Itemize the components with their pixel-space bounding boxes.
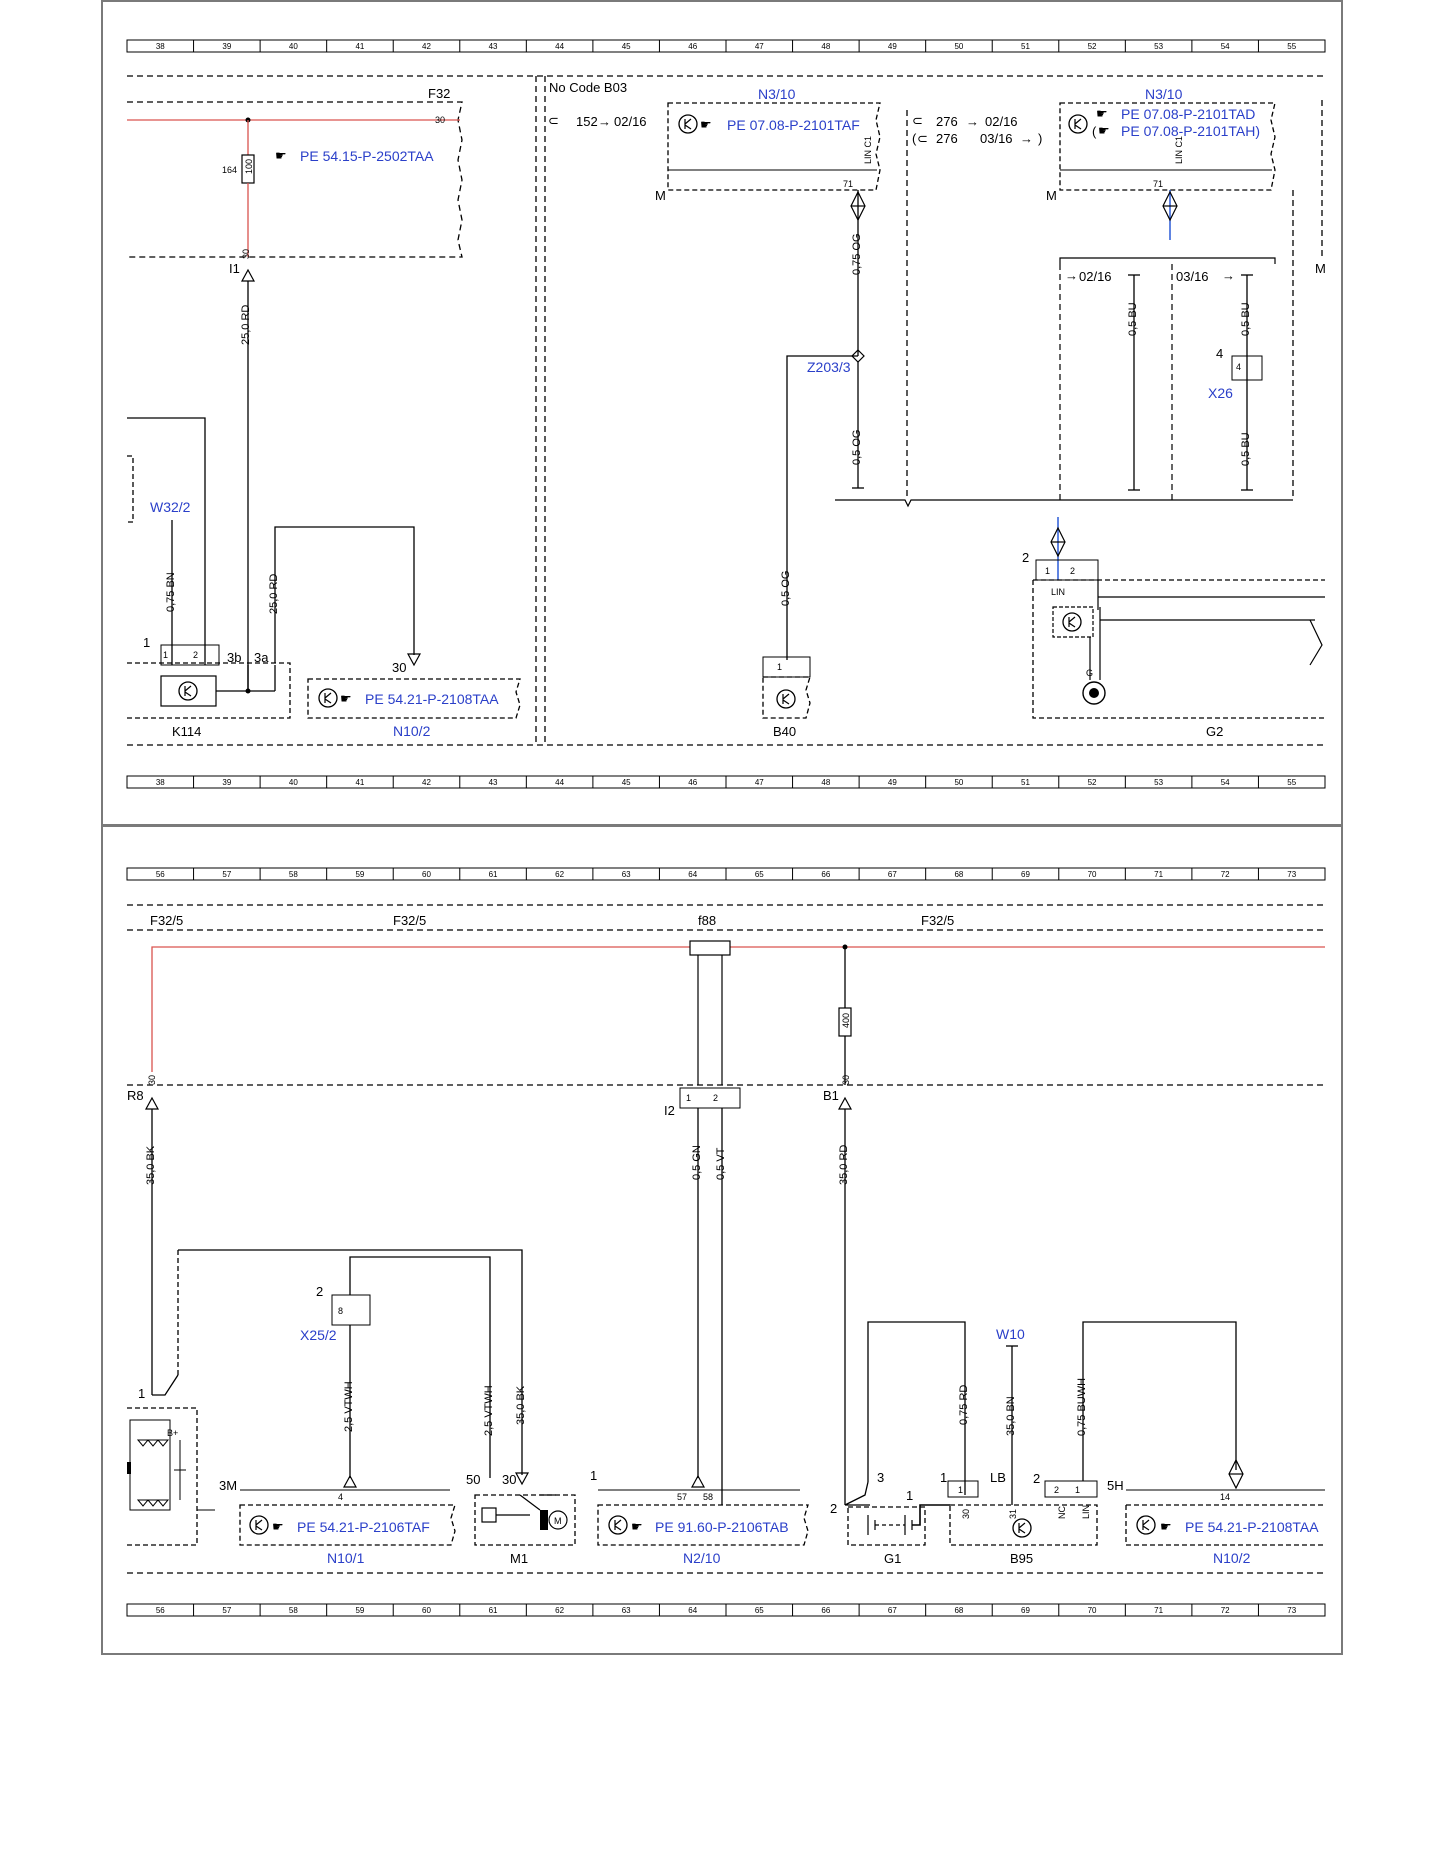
grid-number: 66 <box>821 870 831 879</box>
pin-3m: 3M <box>219 1478 238 1493</box>
date-0216-a: 02/16 <box>614 114 647 129</box>
pin-30-n10-2: 30 <box>392 660 407 675</box>
pin-3b: 3b <box>227 650 242 665</box>
grid-number: 54 <box>1220 42 1230 51</box>
label-m-left: M <box>655 188 666 203</box>
grid-number: 40 <box>288 42 298 51</box>
grid-number: 68 <box>954 1606 964 1615</box>
grid-number: 55 <box>1287 42 1297 51</box>
grid-number: 51 <box>1021 778 1030 787</box>
pin-2-g1: 2 <box>830 1501 838 1516</box>
grid-number: 70 <box>1087 870 1097 879</box>
grid-number: 71 <box>1154 1606 1164 1615</box>
branch-0216: 02/16 <box>1079 269 1112 284</box>
grid-number: 58 <box>288 870 298 879</box>
grid-number: 68 <box>954 870 964 879</box>
arrow-right-icon: → <box>1065 268 1078 283</box>
pin-5h: 5H <box>1107 1478 1124 1493</box>
grid-number: 45 <box>621 42 631 51</box>
grid-number: 57 <box>222 870 232 879</box>
pointing-hand-icon: ☛ <box>1160 1520 1172 1535</box>
grid-number: 54 <box>1220 778 1230 787</box>
label-f32-5-b: F32/5 <box>393 913 427 928</box>
pin-30-b95: 30 <box>961 1508 971 1519</box>
pointing-hand-icon: ☛ <box>1096 107 1108 122</box>
label-g2: G2 <box>1206 724 1224 739</box>
ref-pe-9160-tab: PE 91.60-P-2106TAB <box>655 1519 789 1535</box>
pin-1-k114-inner: 1 <box>163 650 169 660</box>
branch-0316: 03/16 <box>1176 269 1209 284</box>
pin-nc: NC <box>1057 1506 1067 1519</box>
wire-05gn: 0,5 GN <box>691 1145 703 1180</box>
pin-1-i2: 1 <box>686 1093 692 1103</box>
pin-8-x25: 8 <box>338 1306 344 1316</box>
wire-25vtwh-a: 2,5 VTWH <box>343 1381 355 1432</box>
pin-2-k114-inner: 2 <box>193 650 199 660</box>
label-i1: I1 <box>229 261 240 276</box>
rectifier-diodes-icon <box>138 1440 186 1506</box>
grid-number: 53 <box>1154 778 1164 787</box>
label-b40: B40 <box>773 724 797 739</box>
grid-number: 71 <box>1154 870 1164 879</box>
ref-pe-0708-tah: PE 07.08-P-2101TAH) <box>1121 123 1261 139</box>
grid-number: 38 <box>155 42 165 51</box>
label-n2-10: N2/10 <box>683 1550 721 1566</box>
grid-number: 61 <box>488 1606 498 1615</box>
pin-lin-g2: LIN <box>1051 587 1066 597</box>
pin-1-g2: 1 <box>1045 566 1051 576</box>
label-b1: B1 <box>823 1088 839 1103</box>
code-152: 152 <box>576 114 598 129</box>
wire-25vtwh-b: 2,5 VTWH <box>483 1385 495 1436</box>
pointing-hand-icon: ☛ <box>272 1520 284 1535</box>
grid-number: 47 <box>754 42 764 51</box>
ref-pe-5421-taf: PE 54.21-P-2106TAF <box>297 1519 430 1535</box>
label-n3-10-a: N3/10 <box>758 86 796 102</box>
pin-2-b95: 2 <box>1033 1471 1041 1486</box>
grid-number: 41 <box>355 778 365 787</box>
wire-05bu-b: 0,5 BU <box>1240 302 1252 336</box>
grid-number: 67 <box>887 1606 897 1615</box>
grid-number: 48 <box>821 42 831 51</box>
pin-2-g2: 2 <box>1022 550 1030 565</box>
pin-1-k114: 1 <box>143 635 151 650</box>
grid-number: 44 <box>555 778 565 787</box>
fuse-number-164: 164 <box>222 165 238 175</box>
solenoid-icon <box>482 1508 496 1522</box>
pointing-hand-icon: ☛ <box>700 118 712 133</box>
motor-m-label: M <box>554 1516 562 1526</box>
pin-1-g1: 1 <box>906 1488 914 1503</box>
wire-05og-a: 0,5 OG <box>851 429 863 465</box>
grid-number: 56 <box>155 1606 165 1615</box>
ref-pe-5421-taa-bottom: PE 54.21-P-2108TAA <box>1185 1519 1319 1535</box>
grid-number: 66 <box>821 1606 831 1615</box>
arrow-right-icon: → <box>1222 268 1235 283</box>
grid-number: 50 <box>954 42 964 51</box>
fuse-value-100: 100 <box>244 158 254 174</box>
label-k114: K114 <box>172 724 202 739</box>
label-f32: F32 <box>428 86 451 101</box>
arrow-right-icon: → <box>966 114 979 129</box>
grid-number: 48 <box>821 778 831 787</box>
label-x26: X26 <box>1208 385 1233 401</box>
grid-number: 65 <box>754 870 764 879</box>
pin-30-i1: 30 <box>241 248 251 259</box>
label-f32-5-a: F32/5 <box>150 913 184 928</box>
pin-2-i2: 2 <box>713 1093 719 1103</box>
pin-lin: LIN <box>1081 1504 1091 1519</box>
pin-2-b95-inner: 2 <box>1054 1485 1060 1495</box>
wrench-icon: ⊂ <box>912 113 923 128</box>
grid-number: 43 <box>488 42 498 51</box>
pin-30-f32: 30 <box>435 115 446 125</box>
grid-number: 72 <box>1220 870 1230 879</box>
grid-number: 42 <box>422 778 431 787</box>
grid-number: 38 <box>155 778 165 787</box>
pin-2-g2-inner: 2 <box>1070 566 1076 576</box>
grid-number: 57 <box>222 1606 232 1615</box>
grid-number: 70 <box>1087 1606 1097 1615</box>
grid-number: 39 <box>222 778 232 787</box>
fuse-f88 <box>690 941 730 955</box>
ref-pe-0708-tad: PE 07.08-P-2101TAD <box>1121 106 1256 122</box>
pin-4-n10-1: 4 <box>338 1492 344 1502</box>
label-x25-2: X25/2 <box>300 1327 337 1343</box>
grid-number: 39 <box>222 42 232 51</box>
pointing-hand-icon: ☛ <box>631 1520 643 1535</box>
grid-number: 52 <box>1087 42 1097 51</box>
grid-number: 58 <box>288 1606 298 1615</box>
code-276-a: 276 <box>936 114 958 129</box>
pointing-hand-icon: ☛ <box>275 149 287 164</box>
grid-number: 65 <box>754 1606 764 1615</box>
pointing-hand-icon: ☛ <box>1098 124 1110 139</box>
label-w32-2: W32/2 <box>150 499 191 515</box>
grid-number: 44 <box>555 42 565 51</box>
arrow-right-icon: → <box>1020 131 1033 146</box>
code-276-b: 276 <box>936 131 958 146</box>
ref-pe-5421-taa-top: PE 54.21-P-2108TAA <box>365 691 499 707</box>
grid-number: 55 <box>1287 778 1297 787</box>
fuse-value-400: 400 <box>841 1012 851 1028</box>
grid-number: 49 <box>887 42 897 51</box>
label-m-edge: M <box>1315 261 1326 276</box>
grid-number: 63 <box>621 1606 631 1615</box>
arrow-right-icon: → <box>598 114 611 129</box>
pin-1-b95-inner: 1 <box>958 1485 964 1495</box>
date-0316-a: 03/16 <box>980 131 1013 146</box>
grid-number: 61 <box>488 870 498 879</box>
pin-bplus: B+ <box>167 1428 179 1438</box>
grid-number: 40 <box>288 778 298 787</box>
grid-number: 56 <box>155 870 165 879</box>
wrench-icon: ⊂ <box>917 131 928 146</box>
label-n3-10-b: N3/10 <box>1145 86 1183 102</box>
pin-lin-c1-a: LIN C1 <box>863 135 873 164</box>
label-m1: M1 <box>510 1551 529 1566</box>
ref-pe-0708-taf: PE 07.08-P-2101TAF <box>727 117 860 133</box>
pin-58: 58 <box>703 1492 714 1502</box>
wire-05vt: 0,5 VT <box>715 1147 727 1180</box>
pin-3-g1: 3 <box>877 1470 885 1485</box>
grid-number: 63 <box>621 870 631 879</box>
wire-35bk-a: 35,0 BK <box>145 1145 157 1185</box>
grid-number: 49 <box>887 778 897 787</box>
label-f32-5-c: F32/5 <box>921 913 955 928</box>
paren-close: ) <box>1038 131 1043 146</box>
label-g1: G1 <box>884 1551 902 1566</box>
grid-number: 62 <box>555 870 565 879</box>
grid-number: 59 <box>355 1606 365 1615</box>
label-m-right: M <box>1046 188 1057 203</box>
bottom-panel <box>102 826 1342 1654</box>
label-b95: B95 <box>1010 1551 1034 1566</box>
wire-25rd-a: 25,0 RD <box>240 304 252 345</box>
grid-number: 41 <box>355 42 365 51</box>
grid-number: 43 <box>488 778 498 787</box>
wire-25rd-b: 25,0 RD <box>268 573 280 614</box>
label-n10-1: N10/1 <box>327 1550 365 1566</box>
pin-1-n2-10: 1 <box>590 1468 598 1483</box>
grid-number: 64 <box>688 1606 698 1615</box>
wire-05og-b: 0,5 OG <box>780 570 792 606</box>
pin-30-m1: 30 <box>502 1472 517 1487</box>
pin-71-b: 71 <box>1153 179 1164 189</box>
grid-number: 64 <box>688 870 698 879</box>
label-i2: I2 <box>664 1103 675 1118</box>
pin-1-b40: 1 <box>777 662 783 672</box>
top-panel <box>102 1 1342 825</box>
pin-50: 50 <box>466 1472 481 1487</box>
wire-35rd: 35,0 RD <box>838 1144 850 1185</box>
grid-ruler-bottom <box>127 1604 1325 1616</box>
pin-1-b95: 1 <box>940 1470 948 1485</box>
grid-number: 62 <box>555 1606 565 1615</box>
pin-1-alternator: 1 <box>138 1386 146 1401</box>
pointing-hand-icon: ☛ <box>340 692 352 707</box>
wire-075og: 0,75 OG <box>851 233 863 275</box>
grid-number: 73 <box>1287 870 1297 879</box>
pin-g-g2: G <box>1086 668 1094 678</box>
ref-pe-5415: PE 54.15-P-2502TAA <box>300 148 434 164</box>
pin-4-x26-inner: 4 <box>1236 362 1242 372</box>
wire-075rd: 0,75 RD <box>958 1384 970 1425</box>
label-f88: f88 <box>698 913 717 928</box>
pin-30-b1: 30 <box>841 1074 851 1085</box>
wire-05bu-c: 0,5 BU <box>1240 432 1252 466</box>
grid-number: 45 <box>621 778 631 787</box>
label-no-code-b03: No Code B03 <box>549 80 628 95</box>
pin-1-b95-lin: 1 <box>1075 1485 1081 1495</box>
wire-35bn: 35,0 BN <box>1005 1396 1017 1436</box>
grid-number: 69 <box>1021 1606 1030 1615</box>
date-0216-b: 02/16 <box>985 114 1018 129</box>
grid-ruler-bottom <box>127 776 1325 788</box>
pin-2-x25: 2 <box>316 1284 324 1299</box>
grid-number: 47 <box>754 778 764 787</box>
paren-open-b: ( <box>1092 124 1097 139</box>
grid-number: 51 <box>1021 42 1030 51</box>
grid-number: 42 <box>422 42 431 51</box>
grid-number: 46 <box>688 42 698 51</box>
grid-number: 69 <box>1021 870 1030 879</box>
pin-lin-c1-b: LIN C1 <box>1174 135 1184 164</box>
pin-14: 14 <box>1220 1492 1231 1502</box>
paren-open: ( <box>912 131 917 146</box>
grid-ruler-top <box>127 40 1325 52</box>
pin-57: 57 <box>677 1492 688 1502</box>
grid-number: 46 <box>688 778 698 787</box>
label-w10: W10 <box>996 1326 1025 1342</box>
wire-075bn: 0,75 BN <box>165 572 177 612</box>
label-z203-3: Z203/3 <box>807 359 851 375</box>
grid-number: 52 <box>1087 778 1097 787</box>
pin-4-x26: 4 <box>1216 346 1224 361</box>
pin-71-a: 71 <box>843 179 854 189</box>
label-lb: LB <box>990 1470 1006 1485</box>
grid-number: 72 <box>1220 1606 1230 1615</box>
pin-30-r8: 30 <box>147 1074 157 1085</box>
battery-icon <box>868 1515 912 1535</box>
pin-31-b95: 31 <box>1008 1508 1018 1519</box>
wire-075buwh: 0,75 BUWH <box>1076 1377 1088 1436</box>
wrench-icon: ⊂ <box>548 113 559 128</box>
grid-number: 59 <box>355 870 365 879</box>
grid-number: 60 <box>422 1606 431 1615</box>
label-r8: R8 <box>127 1088 144 1103</box>
grid-number: 53 <box>1154 42 1164 51</box>
grid-number: 50 <box>954 778 964 787</box>
grid-number: 60 <box>422 870 431 879</box>
wire-35bk-b: 35,0 BK <box>515 1385 527 1425</box>
label-n10-2-bottom: N10/2 <box>1213 1550 1251 1566</box>
wire-05bu-a: 0,5 BU <box>1127 302 1139 336</box>
grid-number: 67 <box>887 870 897 879</box>
grid-number: 73 <box>1287 1606 1297 1615</box>
label-n10-2-top: N10/2 <box>393 723 431 739</box>
grid-ruler-top <box>127 868 1325 880</box>
pin-3a: 3a <box>254 650 269 665</box>
